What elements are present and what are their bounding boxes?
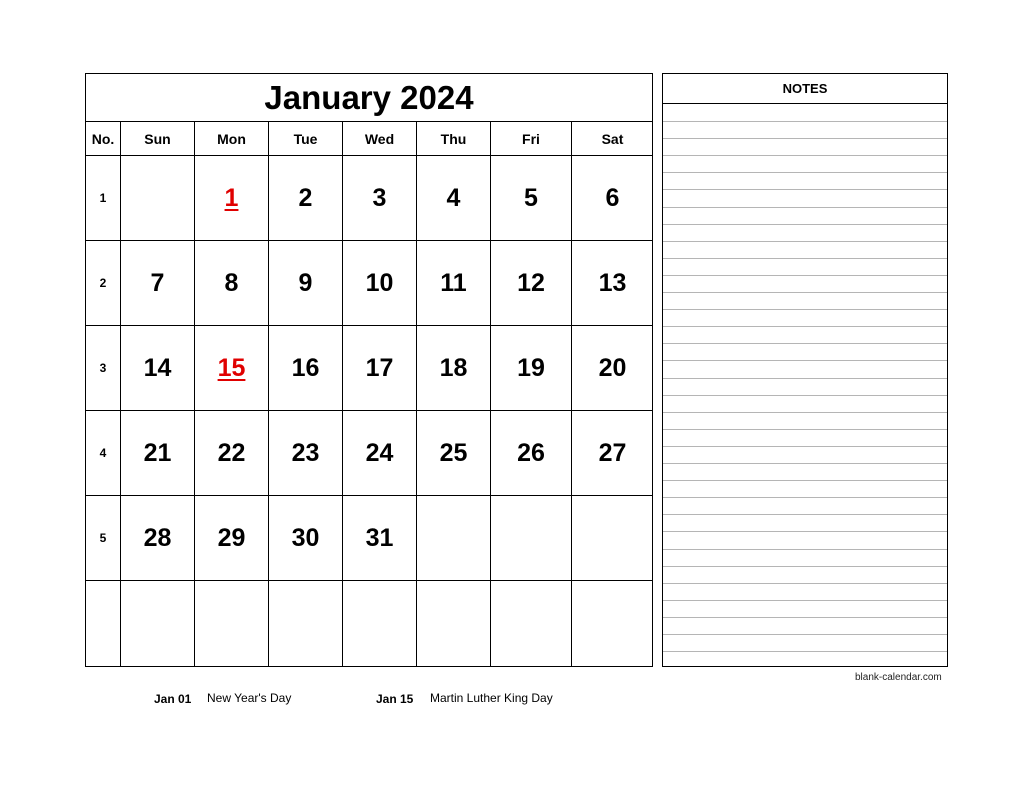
weekday-header: No. bbox=[86, 122, 121, 156]
day-cell[interactable]: 16 bbox=[269, 326, 343, 411]
note-line bbox=[663, 275, 947, 276]
week-number: 2 bbox=[86, 241, 121, 326]
holiday-date: Jan 01 bbox=[154, 692, 192, 706]
day-cell[interactable]: 2 bbox=[269, 156, 343, 241]
empty-day-cell bbox=[417, 581, 491, 666]
weekday-header: Wed bbox=[343, 122, 417, 156]
note-line bbox=[663, 480, 947, 481]
week-number: 1 bbox=[86, 156, 121, 241]
note-line bbox=[663, 617, 947, 618]
empty-day-cell bbox=[572, 496, 653, 581]
note-line bbox=[663, 207, 947, 208]
weekday-header: Sat bbox=[572, 122, 653, 156]
note-line bbox=[663, 121, 947, 122]
day-cell[interactable]: 9 bbox=[269, 241, 343, 326]
note-line bbox=[663, 566, 947, 567]
holiday-name: Martin Luther King Day bbox=[430, 691, 553, 705]
note-line bbox=[663, 326, 947, 327]
holiday-day-cell[interactable]: 15 bbox=[195, 326, 269, 411]
day-cell[interactable]: 30 bbox=[269, 496, 343, 581]
day-cell[interactable]: 27 bbox=[572, 411, 653, 496]
note-line bbox=[663, 378, 947, 379]
note-line bbox=[663, 241, 947, 242]
note-line bbox=[663, 189, 947, 190]
day-cell[interactable]: 23 bbox=[269, 411, 343, 496]
weekday-header: Fri bbox=[491, 122, 572, 156]
day-cell[interactable]: 20 bbox=[572, 326, 653, 411]
weekday-header: Thu bbox=[417, 122, 491, 156]
empty-day-cell bbox=[572, 581, 653, 666]
day-cell[interactable]: 22 bbox=[195, 411, 269, 496]
day-cell[interactable]: 3 bbox=[343, 156, 417, 241]
note-line bbox=[663, 292, 947, 293]
notes-title: NOTES bbox=[663, 74, 947, 104]
day-cell[interactable]: 6 bbox=[572, 156, 653, 241]
weekday-header: Tue bbox=[269, 122, 343, 156]
day-cell[interactable]: 10 bbox=[343, 241, 417, 326]
note-line bbox=[663, 634, 947, 635]
empty-day-cell bbox=[121, 156, 195, 241]
empty-day-cell bbox=[121, 581, 195, 666]
holiday-date: Jan 15 bbox=[376, 692, 414, 706]
day-cell[interactable]: 25 bbox=[417, 411, 491, 496]
note-line bbox=[663, 172, 947, 173]
note-line bbox=[663, 343, 947, 344]
day-cell[interactable]: 5 bbox=[491, 156, 572, 241]
day-cell[interactable]: 7 bbox=[121, 241, 195, 326]
weekday-header: Mon bbox=[195, 122, 269, 156]
empty-day-cell bbox=[269, 581, 343, 666]
empty-day-cell bbox=[417, 496, 491, 581]
day-cell[interactable]: 13 bbox=[572, 241, 653, 326]
day-cell[interactable]: 12 bbox=[491, 241, 572, 326]
day-cell[interactable]: 19 bbox=[491, 326, 572, 411]
source-credit: blank-calendar.com bbox=[855, 672, 942, 683]
day-cell[interactable]: 4 bbox=[417, 156, 491, 241]
day-cell[interactable]: 18 bbox=[417, 326, 491, 411]
empty-day-cell bbox=[491, 496, 572, 581]
note-line bbox=[663, 429, 947, 430]
note-line bbox=[663, 412, 947, 413]
week-number: 3 bbox=[86, 326, 121, 411]
calendar-grid bbox=[86, 122, 652, 666]
empty-day-cell bbox=[491, 581, 572, 666]
note-line bbox=[663, 531, 947, 532]
weekday-header: Sun bbox=[121, 122, 195, 156]
note-line bbox=[663, 446, 947, 447]
day-cell[interactable]: 31 bbox=[343, 496, 417, 581]
day-cell[interactable]: 28 bbox=[121, 496, 195, 581]
empty-day-cell bbox=[343, 581, 417, 666]
day-cell[interactable]: 14 bbox=[121, 326, 195, 411]
day-cell[interactable]: 26 bbox=[491, 411, 572, 496]
day-cell[interactable]: 24 bbox=[343, 411, 417, 496]
note-line bbox=[663, 258, 947, 259]
week-number: 4 bbox=[86, 411, 121, 496]
day-cell[interactable]: 11 bbox=[417, 241, 491, 326]
note-line bbox=[663, 360, 947, 361]
week-number bbox=[86, 581, 121, 666]
day-cell[interactable]: 21 bbox=[121, 411, 195, 496]
note-line bbox=[663, 309, 947, 310]
calendar-title: January 2024 bbox=[86, 74, 652, 122]
day-cell[interactable]: 17 bbox=[343, 326, 417, 411]
holiday-day-cell[interactable]: 1 bbox=[195, 156, 269, 241]
day-cell[interactable]: 29 bbox=[195, 496, 269, 581]
empty-day-cell bbox=[195, 581, 269, 666]
note-line bbox=[663, 497, 947, 498]
note-line bbox=[663, 583, 947, 584]
notes-lines[interactable] bbox=[663, 104, 947, 666]
note-line bbox=[663, 395, 947, 396]
note-line bbox=[663, 600, 947, 601]
calendar bbox=[85, 73, 653, 667]
week-number: 5 bbox=[86, 496, 121, 581]
note-line bbox=[663, 224, 947, 225]
note-line bbox=[663, 549, 947, 550]
notes-panel bbox=[662, 73, 948, 667]
note-line bbox=[663, 138, 947, 139]
holiday-name: New Year's Day bbox=[207, 691, 292, 705]
note-line bbox=[663, 651, 947, 652]
day-cell[interactable]: 8 bbox=[195, 241, 269, 326]
note-line bbox=[663, 514, 947, 515]
note-line bbox=[663, 155, 947, 156]
note-line bbox=[663, 463, 947, 464]
